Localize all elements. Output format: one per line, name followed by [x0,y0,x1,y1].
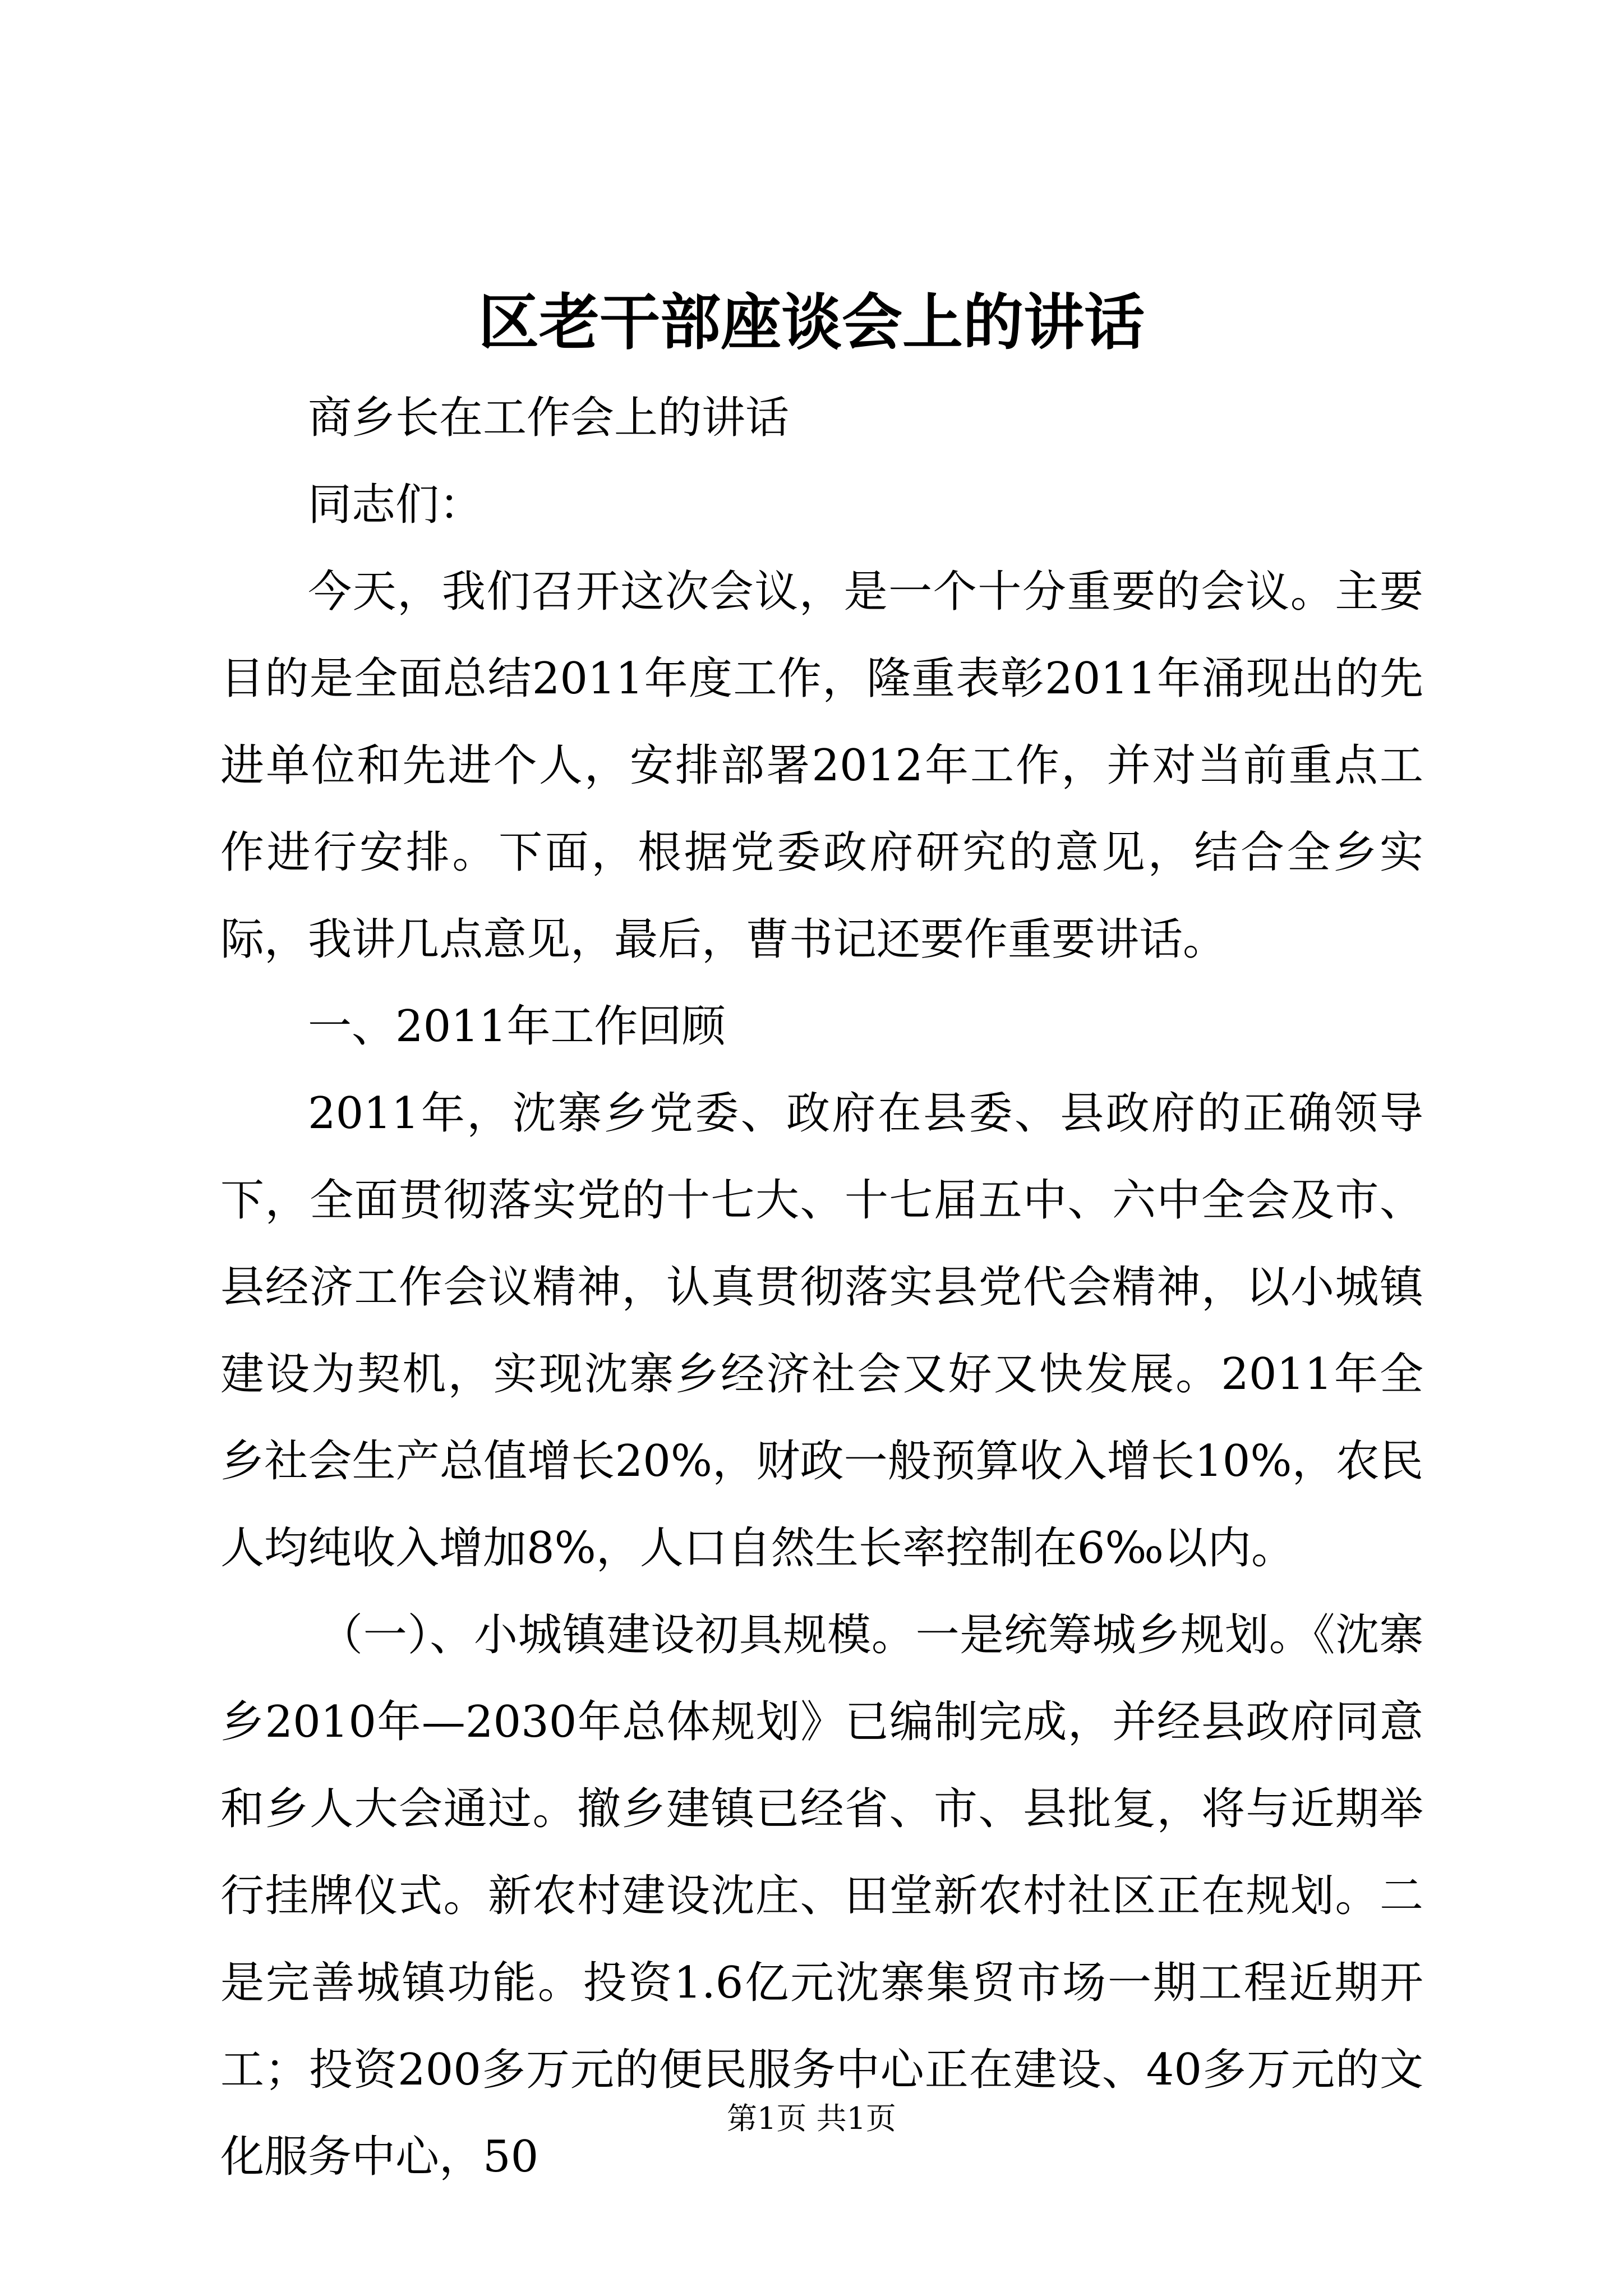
paragraph-town-construction: （一）、小城镇建设初具规模。一是统筹城乡规划。《沈寨乡2010年—2030年总体规划》已编制完成，并经县政府同意和乡人大会通过。撤乡建镇已经省、市、县批复，将与近期举行挂牌仪式。新农村建设沈庄、田堂新农村社区正在规划。二是完善城镇功能。投资1.6亿元沈寨集贸市场一期工程近期开工；投资200多万元的便民服务中心正在建设、40多万元的文化服务中心，50 [220,1610,1423,2182]
salutation-line: 同志们： [308,480,483,530]
paragraph-review: 2011年，沈寨乡党委、政府在县委、县政府的正确领导下，全面贯彻落实党的十七大、十七届五中、六中全会及市、县经济工作会议精神，认真贯彻落实县党代会精神，以小城镇建设为契机，实现沈寨乡经济社会又好又快发展。2011年全乡社会生产总值增长20%，财政一般预算收入增长10%，农民人均纯收入增加8%，人口自然生长率控制在6‰以内。 [220,1088,1423,1573]
page-footer: 第1页 共1页 [727,2101,896,2136]
document-body [220,375,1423,2201]
document-title: 区老干部座谈会上的讲话 [478,287,1145,358]
paragraph-intro: 今天，我们召开这次会议，是一个十分重要的会议。主要目的是全面总结2011年度工作，隆重表彰2011年涌现出的先进单位和先进个人，安排部署2012年工作，并对当前重点工作进行安排。下面，根据党委政府研究的意见，结合全乡实际，我讲几点意见，最后，曹书记还要作重要讲话。 [220,567,1423,965]
subtitle-line: 商乡长在工作会上的讲话 [308,393,790,443]
section-heading: 一、2011年工作回顾 [308,1001,726,1052]
